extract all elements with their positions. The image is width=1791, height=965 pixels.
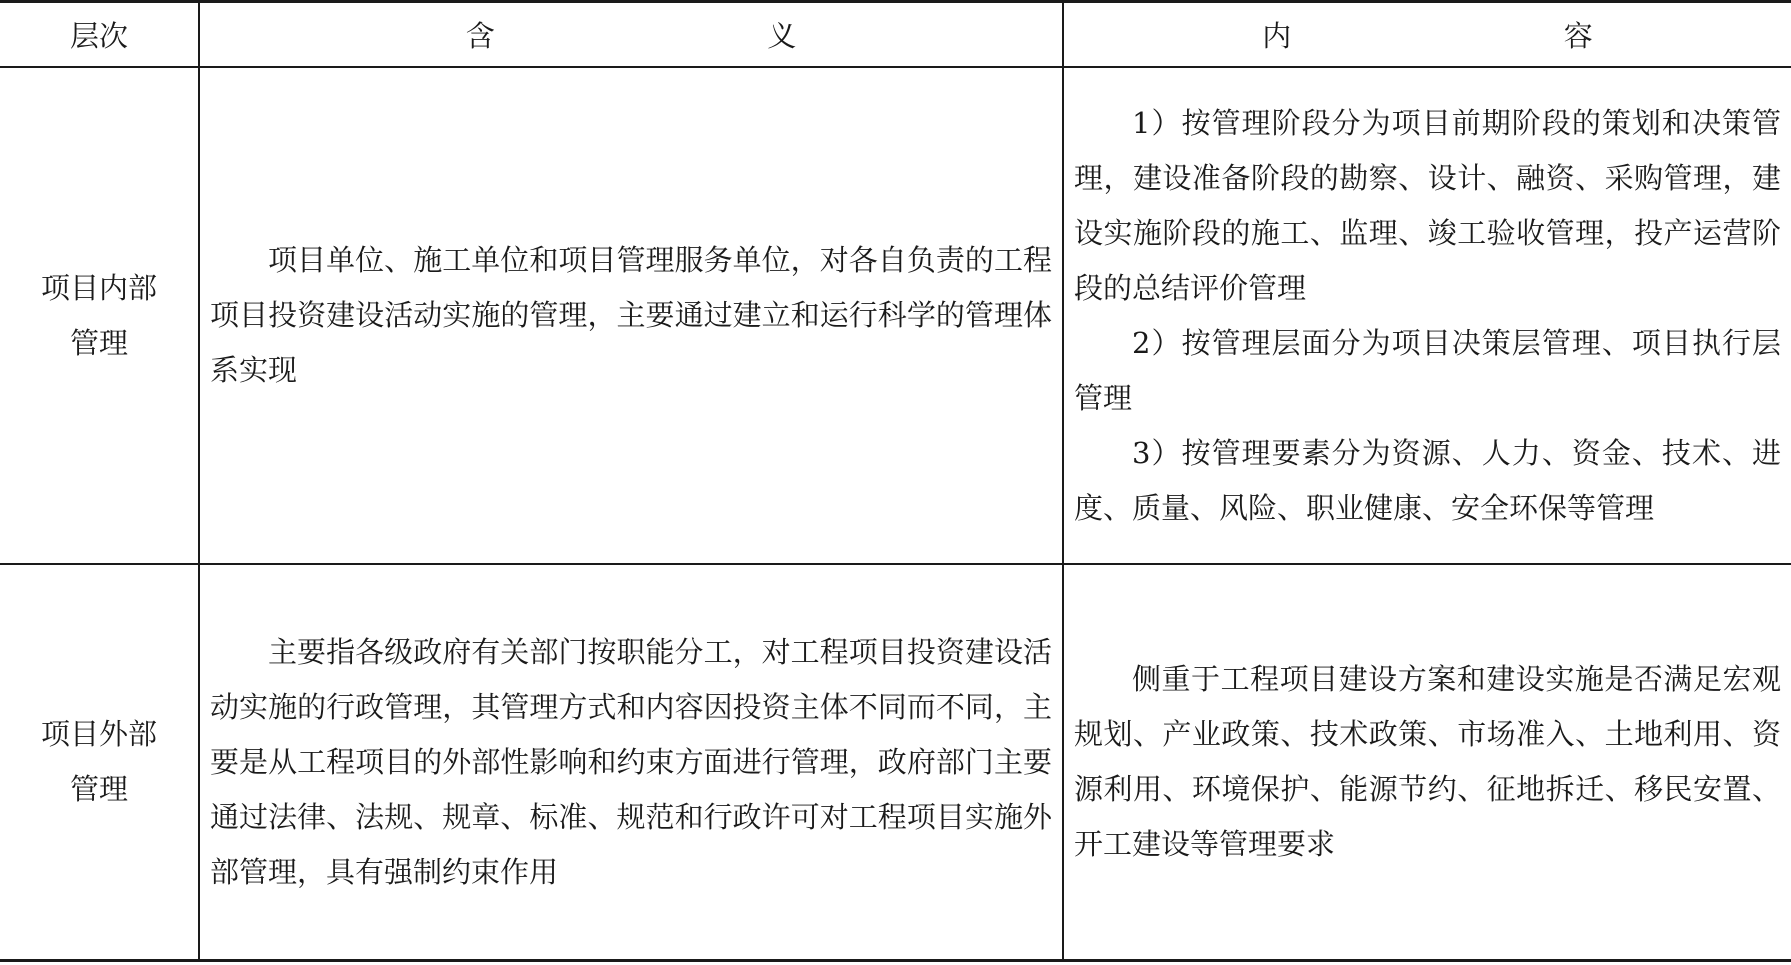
table-header-row xyxy=(0,2,1791,68)
content-item: 3）按管理要素分为资源、人力、资金、技术、进度、质量、风险、职业健康、安全环保等管理 xyxy=(1074,435,1781,525)
level-cell xyxy=(0,564,199,961)
level-label-line1: 项目外部 xyxy=(40,717,157,751)
level-label-line2: 管理 xyxy=(69,325,128,360)
meaning-cell xyxy=(199,67,1063,564)
meaning-text: 主要指各级政府有关部门按职能分工，对工程项目投资建设活动实施的行政管理，其管理方式和内容因投资主体不同而不同，主要是从工程项目的外部性影响和约束方面进行管理，政府部门主要通过法律、法规、规章、标准、规范和行政许可对工程项目实施外部管理，具有强制约束作用 xyxy=(210,634,1052,889)
content-item: 侧重于工程项目建设方案和建设实施是否满足宏观规划、产业政策、技术政策、市场准入、土地利用、资源利用、环境保护、能源节约、征地拆迁、移民安置、开工建设等管理要求 xyxy=(1074,662,1781,861)
meaning-text: 项目单位、施工单位和项目管理服务单位，对各自负责的工程项目投资建设活动实施的管理，主要通过建立和运行科学的管理体系实现 xyxy=(210,243,1052,387)
level-label-line1: 项目内部 xyxy=(40,270,157,305)
content-cell xyxy=(1063,564,1791,961)
header-meaning xyxy=(199,2,1063,68)
header-content xyxy=(1063,2,1791,68)
header-content-label: 内 容 xyxy=(1262,19,1715,53)
content-cell xyxy=(1063,67,1791,564)
table-row xyxy=(0,564,1791,961)
header-meaning-label: 含 义 xyxy=(465,19,919,53)
table-row xyxy=(0,67,1791,564)
content-item: 1）按管理阶段分为项目前期阶段的策划和决策管理，建设准备阶段的勘察、设计、融资、采购管理，建设实施阶段的施工、监理、竣工验收管理，投产运营阶段的总结评价管理 xyxy=(1074,105,1781,305)
level-cell xyxy=(0,67,199,564)
header-level xyxy=(0,2,199,68)
content-item: 2）按管理层面分为项目决策层管理、项目执行层管理 xyxy=(1074,325,1781,415)
level-label-line2: 管理 xyxy=(69,772,128,806)
header-level-label: 层次 xyxy=(69,19,128,53)
meaning-cell xyxy=(199,564,1063,961)
